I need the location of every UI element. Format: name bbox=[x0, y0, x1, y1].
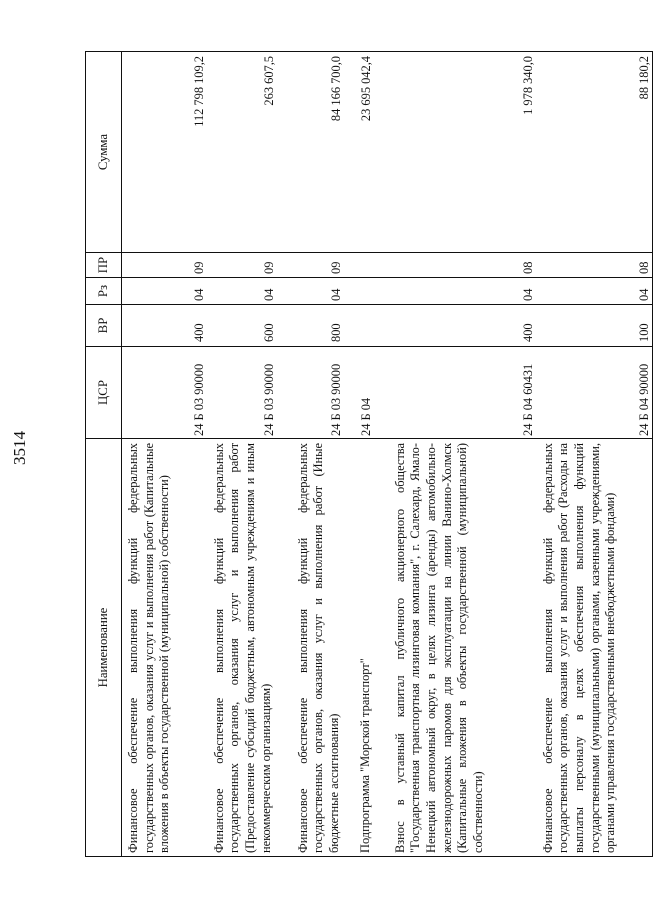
rotated-page-content bbox=[85, 52, 650, 857]
row-vr: 800 bbox=[292, 305, 354, 347]
row-name: Финансовое обеспечение выполнения функций федеральных государственных органов, оказания услуг и выполнения работ (Расходы на выплаты персоналу в целях обеспечения выполнения функций государственными (муниципальными) органами, казенными учреждениями, органами управления государственными внебюджетными фондами) bbox=[537, 439, 653, 857]
header-rz: Рз bbox=[86, 278, 122, 305]
row-csr: 24 Б 03 90000 bbox=[208, 347, 292, 439]
row-rz: 04 bbox=[208, 278, 292, 305]
row-sum: 263 607,5 bbox=[208, 52, 292, 253]
row-sum: 112 798 109,2 bbox=[122, 52, 208, 253]
row-csr: 24 Б 04 bbox=[354, 347, 389, 439]
row-vr: 100 bbox=[537, 305, 653, 347]
page-number: 3514 bbox=[10, 431, 29, 465]
row-vr: 400 bbox=[122, 305, 208, 347]
row-pr: 08 bbox=[389, 253, 537, 278]
row-sum: 88 180,2 bbox=[537, 52, 653, 253]
row-sum: 23 695 042,4 bbox=[354, 52, 389, 253]
row-rz: 04 bbox=[122, 278, 208, 305]
table-row bbox=[537, 52, 653, 857]
table-header-row bbox=[86, 52, 122, 857]
header-vr: ВР bbox=[86, 305, 122, 347]
row-vr: 600 bbox=[208, 305, 292, 347]
row-sum: 84 166 700,0 bbox=[292, 52, 354, 253]
table-row bbox=[354, 52, 389, 857]
table-row bbox=[292, 52, 354, 857]
row-pr: 09 bbox=[292, 253, 354, 278]
header-csr: ЦСР bbox=[86, 347, 122, 439]
row-csr: 24 Б 04 60431 bbox=[389, 347, 537, 439]
row-csr: 24 Б 04 90000 bbox=[537, 347, 653, 439]
row-name: Финансовое обеспечение выполнения функций федеральных государственных органов, оказания услуг и выполнения работ (Капитальные вложения в объекты государственной (муниципальной) собственности) bbox=[122, 439, 208, 857]
table-row bbox=[208, 52, 292, 857]
row-csr: 24 Б 03 90000 bbox=[292, 347, 354, 439]
table-row bbox=[122, 52, 208, 857]
row-rz bbox=[354, 278, 389, 305]
table-row bbox=[389, 52, 537, 857]
header-pr: ПР bbox=[86, 253, 122, 278]
row-rz: 04 bbox=[292, 278, 354, 305]
budget-table bbox=[85, 51, 653, 857]
row-csr: 24 Б 03 90000 bbox=[122, 347, 208, 439]
row-sum: 1 978 340,0 bbox=[389, 52, 537, 253]
row-vr: 400 bbox=[389, 305, 537, 347]
row-pr: 09 bbox=[208, 253, 292, 278]
row-vr bbox=[354, 305, 389, 347]
row-pr bbox=[354, 253, 389, 278]
header-sum: Сумма bbox=[86, 52, 122, 253]
row-rz: 04 bbox=[537, 278, 653, 305]
row-rz: 04 bbox=[389, 278, 537, 305]
row-pr: 09 bbox=[122, 253, 208, 278]
row-name: Финансовое обеспечение выполнения функций федеральных государственных органов, оказания услуг и выполнения работ (Иные бюджетные ассигнования) bbox=[292, 439, 354, 857]
header-name: Наименование bbox=[86, 439, 122, 857]
row-name: Подпрограмма "Морской транспорт" bbox=[354, 439, 389, 857]
row-name: Взнос в уставный капитал публичного акционерного общества "Государственная транспортная лизинговая компания", г. Салехард, Ямало-Ненецкий автономный округ, в целях лизинга (аренды) автомобильно-железнодорожных паромов для эксплуатации на линии Ванино-Холмск (Капитальные вложения в объекты государственной (муниципальной) собственности) bbox=[389, 439, 537, 857]
row-name: Финансовое обеспечение выполнения функций федеральных государственных органов, оказания услуг и выполнения работ (Предоставление субсидий бюджетным, автономным учреждениям и иным некоммерческим организациям) bbox=[208, 439, 292, 857]
row-pr: 08 bbox=[537, 253, 653, 278]
